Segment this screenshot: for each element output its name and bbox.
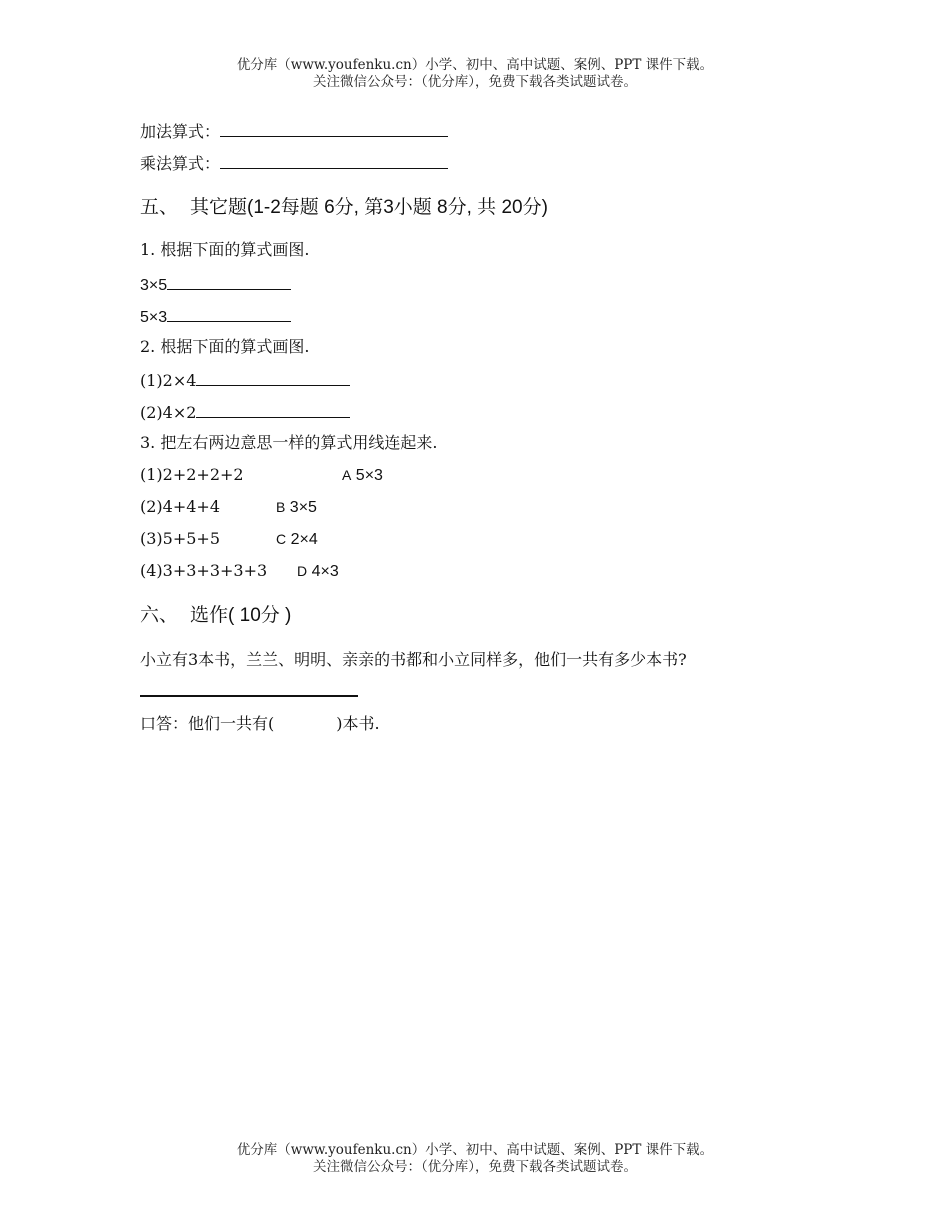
q2-item-1-blank[interactable] <box>196 369 350 386</box>
q3-right-d-letter: D <box>297 563 308 579</box>
addition-label: 加法算式： <box>140 122 221 141</box>
q3-right-b-expr: 3×5 <box>289 499 317 516</box>
q1-item-1 <box>140 273 291 296</box>
multiplication-label: 乘法算式： <box>140 154 221 173</box>
section-6-heading <box>140 603 291 628</box>
section-5-heading <box>140 195 548 220</box>
working-line[interactable] <box>140 695 358 697</box>
q3-right-b <box>276 497 317 518</box>
section-6-question: 小立有3本书，兰兰、明明、亲亲的书都和小立同样多，他们一共有多少本书? <box>140 650 687 669</box>
q1-item-1-blank[interactable] <box>167 273 291 290</box>
q3-right-d <box>297 561 339 582</box>
q3-right-d-expr: 4×3 <box>311 563 339 580</box>
answer-prefix: 口答：他们一共有( <box>140 714 275 733</box>
q2-item-2-expr: (2)4×2 <box>140 403 197 422</box>
q3-right-a-expr: 5×3 <box>355 467 383 484</box>
section-6-title: 选作( 10分 ) <box>190 605 292 626</box>
page-header <box>0 57 950 91</box>
q2-item-1-expr: (1)2×4 <box>140 371 197 390</box>
q2-prompt: 2. 根据下面的算式画图. <box>140 337 310 356</box>
header-line-1: 优分库（www.youfenku.cn）小学、初中、高中试题、案例、PPT 课件下载。 <box>236 57 714 73</box>
header-line-2: 关注微信公众号：（优分库），免费下载各类试题试卷。 <box>313 74 637 90</box>
q3-right-c <box>276 529 318 550</box>
multiplication-field <box>140 152 448 174</box>
section-5-number: 五、 <box>140 196 179 218</box>
page-footer <box>0 1142 950 1176</box>
section-6-number: 六、 <box>140 604 179 626</box>
q2-item-2 <box>140 401 350 423</box>
answer-suffix: )本书. <box>336 714 380 733</box>
multiplication-blank[interactable] <box>220 152 448 169</box>
addition-blank[interactable] <box>220 120 448 137</box>
q3-right-c-expr: 2×4 <box>290 531 318 548</box>
q3-left-3: (3)5+5+5 <box>140 529 221 548</box>
q1-item-1-expr: 3×5 <box>140 277 168 294</box>
section-5-title: 其它题(1-2每题 6分, 第3小题 8分, 共 20分) <box>190 197 548 218</box>
q1-item-2-blank[interactable] <box>167 305 291 322</box>
footer-line-2: 关注微信公众号：（优分库），免费下载各类试题试卷。 <box>313 1159 637 1175</box>
q3-prompt: 3. 把左右两边意思一样的算式用线连起来. <box>140 433 438 452</box>
q3-right-a <box>342 465 383 486</box>
q1-item-2-expr: 5×3 <box>140 309 168 326</box>
q2-item-2-blank[interactable] <box>196 401 350 418</box>
q3-right-c-letter: C <box>276 531 287 547</box>
q1-prompt: 1. 根据下面的算式画图. <box>140 240 310 259</box>
q3-right-a-letter: A <box>342 467 352 483</box>
section-6-answer <box>140 714 380 734</box>
q1-item-2 <box>140 305 291 328</box>
footer-line-1: 优分库（www.youfenku.cn）小学、初中、高中试题、案例、PPT 课件下载。 <box>236 1142 714 1158</box>
q3-left-1: (1)2+2+2+2 <box>140 465 244 484</box>
q3-right-b-letter: B <box>276 499 286 515</box>
addition-field <box>140 120 448 142</box>
q3-left-2: (2)4+4+4 <box>140 497 221 516</box>
q3-left-4: (4)3+3+3+3+3 <box>140 561 268 580</box>
q2-item-1 <box>140 369 350 391</box>
